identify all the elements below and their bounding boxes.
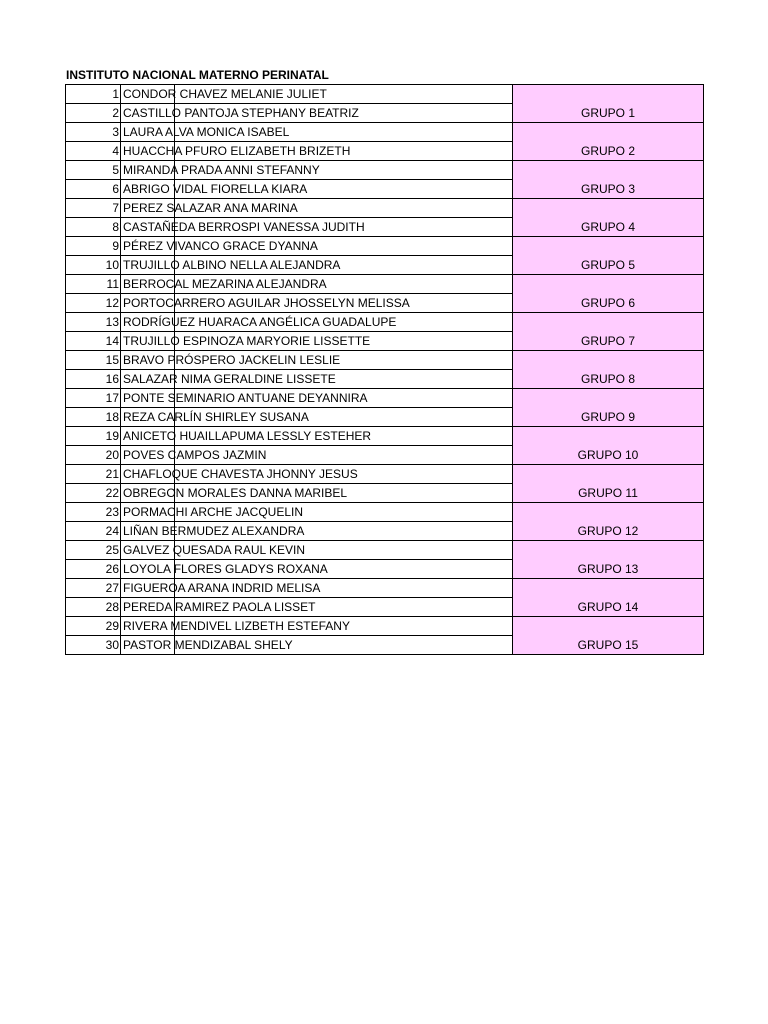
student-name: POVES CAMPOS JAZMIN — [121, 446, 513, 465]
row-number: 30 — [66, 636, 121, 655]
table-row — [66, 389, 704, 408]
row-number: 28 — [66, 598, 121, 617]
roster-table — [65, 84, 704, 655]
group-label: GRUPO 15 — [513, 617, 704, 655]
student-name: GALVEZ QUESADA RAUL KEVIN — [121, 541, 513, 560]
group-label: GRUPO 3 — [513, 161, 704, 199]
row-number: 26 — [66, 560, 121, 579]
table-row — [66, 199, 704, 218]
row-number: 27 — [66, 579, 121, 598]
table-row — [66, 275, 704, 294]
group-label: GRUPO 14 — [513, 579, 704, 617]
student-name: PÉREZ VIVANCO GRACE DYANNA — [121, 237, 513, 256]
table-row — [66, 161, 704, 180]
row-number: 5 — [66, 161, 121, 180]
row-number: 21 — [66, 465, 121, 484]
row-number: 7 — [66, 199, 121, 218]
student-name: BRAVO PRÓSPERO JACKELIN LESLIE — [121, 351, 513, 370]
group-label: GRUPO 5 — [513, 237, 704, 275]
student-name: ANICETO HUAILLAPUMA LESSLY ESTEHER — [121, 427, 513, 446]
table-row — [66, 237, 704, 256]
student-name: PEREZ SALAZAR ANA MARINA — [121, 199, 513, 218]
group-label: GRUPO 11 — [513, 465, 704, 503]
student-name: TRUJILLO ALBINO NELLA ALEJANDRA — [121, 256, 513, 275]
row-number: 8 — [66, 218, 121, 237]
student-name: CASTAÑEDA BERROSPI VANESSA JUDITH — [121, 218, 513, 237]
row-number: 23 — [66, 503, 121, 522]
row-number: 13 — [66, 313, 121, 332]
table-row — [66, 427, 704, 446]
table-row — [66, 85, 704, 104]
group-label: GRUPO 1 — [513, 85, 704, 123]
student-name: SALAZAR NIMA GERALDINE LISSETE — [121, 370, 513, 389]
student-name: MIRANDA PRADA ANNI STEFANNY — [121, 161, 513, 180]
row-number: 10 — [66, 256, 121, 275]
table-row — [66, 465, 704, 484]
row-number: 16 — [66, 370, 121, 389]
row-number: 20 — [66, 446, 121, 465]
row-number: 18 — [66, 408, 121, 427]
group-label: GRUPO 13 — [513, 541, 704, 579]
student-name: OBREGON MORALES DANNA MARIBEL — [121, 484, 513, 503]
row-number: 25 — [66, 541, 121, 560]
student-name: FIGUEROA ARANA INDRID MELISA — [121, 579, 513, 598]
table-row — [66, 313, 704, 332]
student-name: HUACCHA PFURO ELIZABETH BRIZETH — [121, 142, 513, 161]
student-name: CHAFLOQUE CHAVESTA JHONNY JESUS — [121, 465, 513, 484]
table-row — [66, 541, 704, 560]
row-number: 17 — [66, 389, 121, 408]
roster-body — [66, 85, 704, 655]
student-name: RODRÍGUEZ HUARACA ANGÉLICA GUADALUPE — [121, 313, 513, 332]
row-number: 12 — [66, 294, 121, 313]
student-name: REZA CARLÍN SHIRLEY SUSANA — [121, 408, 513, 427]
student-name: PORTOCARRERO AGUILAR JHOSSELYN MELISSA — [121, 294, 513, 313]
student-name: RIVERA MENDIVEL LIZBETH ESTEFANY — [121, 617, 513, 636]
table-row — [66, 503, 704, 522]
group-label: GRUPO 10 — [513, 427, 704, 465]
row-number: 2 — [66, 104, 121, 123]
student-name: CONDOR CHAVEZ MELANIE JULIET — [121, 85, 513, 104]
row-number: 11 — [66, 275, 121, 294]
sheet-title: INSTITUTO NACIONAL MATERNO PERINATAL — [66, 68, 329, 82]
group-label: GRUPO 9 — [513, 389, 704, 427]
group-label: GRUPO 6 — [513, 275, 704, 313]
row-number: 22 — [66, 484, 121, 503]
row-number: 29 — [66, 617, 121, 636]
group-label: GRUPO 7 — [513, 313, 704, 351]
student-name: PASTOR MENDIZABAL SHELY — [121, 636, 513, 655]
group-label: GRUPO 4 — [513, 199, 704, 237]
student-name: PORMACHI ARCHE JACQUELIN — [121, 503, 513, 522]
student-name: LOYOLA FLORES GLADYS ROXANA — [121, 560, 513, 579]
row-number: 14 — [66, 332, 121, 351]
table-row — [66, 351, 704, 370]
row-number: 6 — [66, 180, 121, 199]
table-row — [66, 579, 704, 598]
row-number: 1 — [66, 85, 121, 104]
student-name: PEREDA RAMIREZ PAOLA LISSET — [121, 598, 513, 617]
student-name: CASTILLO PANTOJA STEPHANY BEATRIZ — [121, 104, 513, 123]
row-number: 24 — [66, 522, 121, 541]
student-name: ABRIGO VIDAL FIORELLA KIARA — [121, 180, 513, 199]
student-name: PONTE SEMINARIO ANTUANE DEYANNIRA — [121, 389, 513, 408]
group-label: GRUPO 8 — [513, 351, 704, 389]
row-number: 15 — [66, 351, 121, 370]
row-number: 9 — [66, 237, 121, 256]
row-number: 19 — [66, 427, 121, 446]
table-row — [66, 123, 704, 142]
group-label: GRUPO 12 — [513, 503, 704, 541]
student-name: LIÑAN BERMUDEZ ALEXANDRA — [121, 522, 513, 541]
student-name: LAURA ALVA MONICA ISABEL — [121, 123, 513, 142]
student-name: TRUJILLO ESPINOZA MARYORIE LISSETTE — [121, 332, 513, 351]
student-name: BERROCAL MEZARINA ALEJANDRA — [121, 275, 513, 294]
row-number: 3 — [66, 123, 121, 142]
row-number: 4 — [66, 142, 121, 161]
table-row — [66, 617, 704, 636]
group-label: GRUPO 2 — [513, 123, 704, 161]
